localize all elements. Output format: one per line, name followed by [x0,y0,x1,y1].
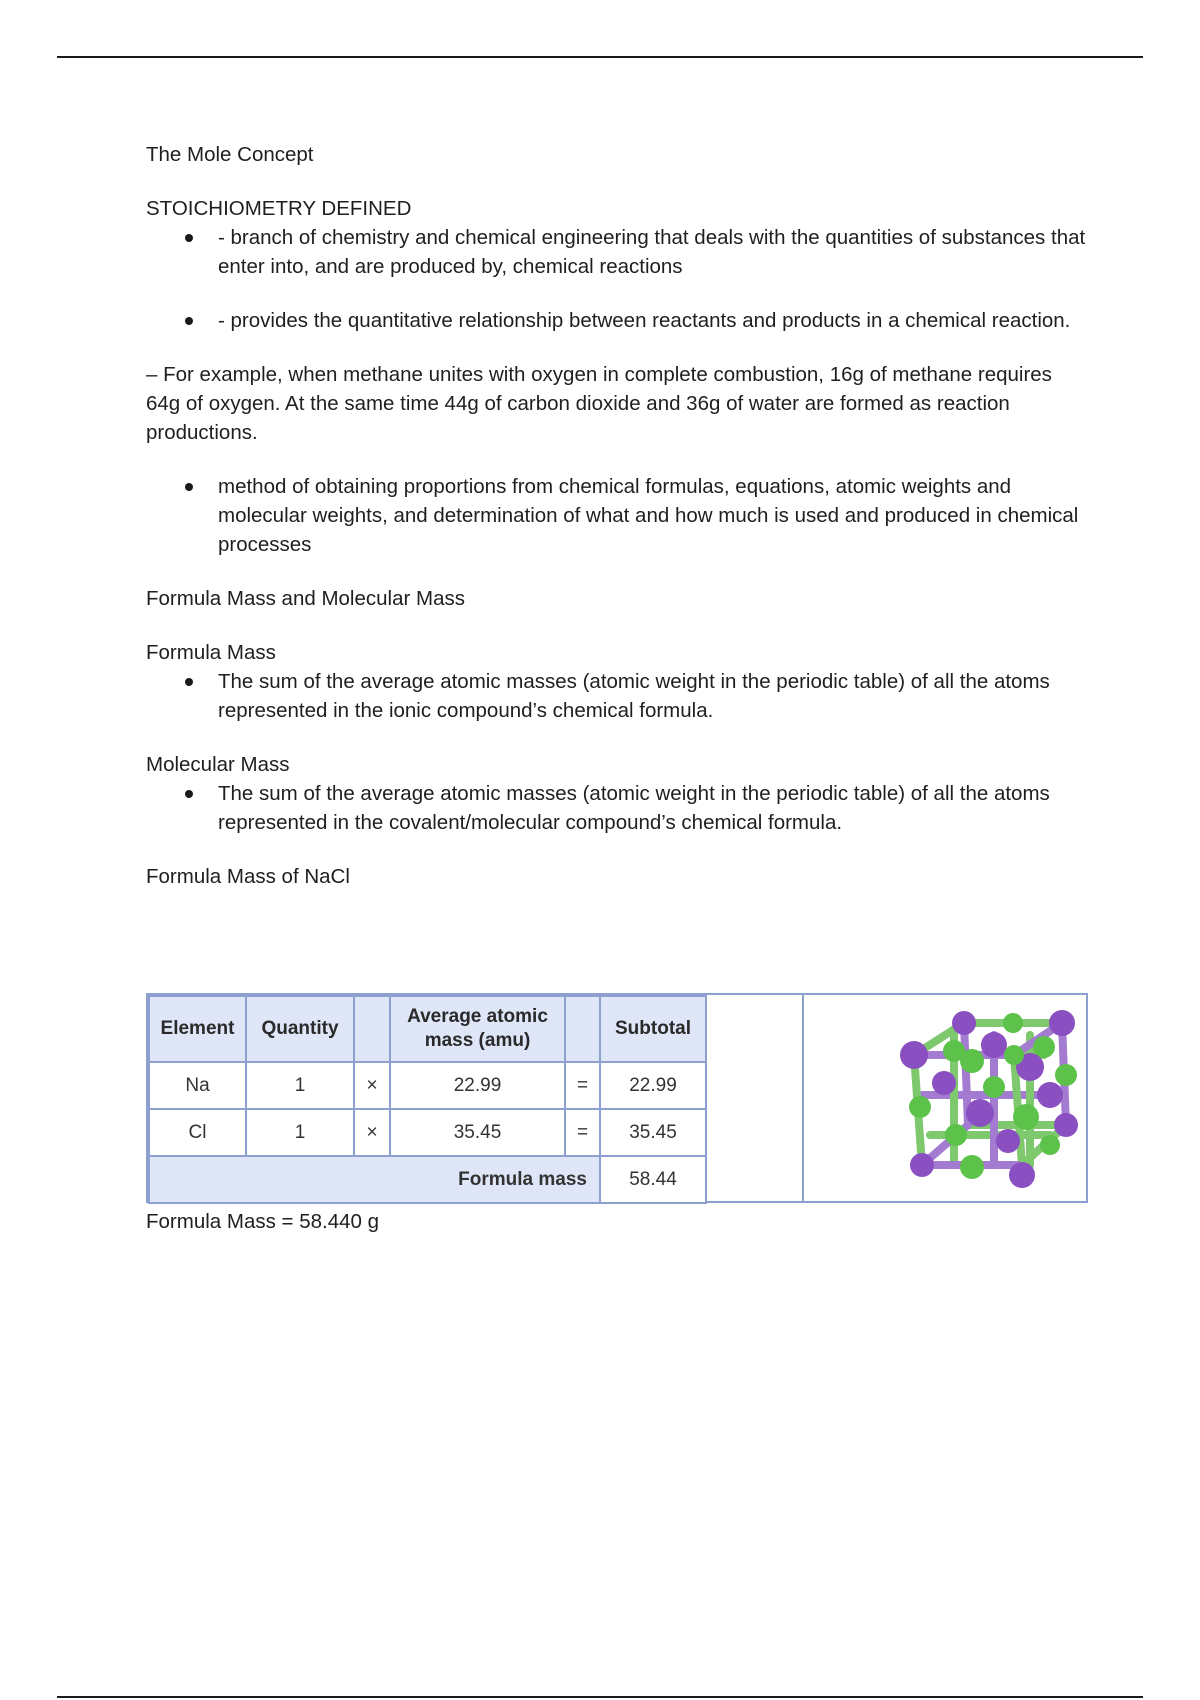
formula-mass-result: Formula Mass = 58.440 g [146,1210,380,1233]
molecular-mass-bullet: The sum of the average atomic masses (atomic weight in the periodic table) of all the atoms represented in the covalent/molecular compound’s chemical formula. [146,779,1086,837]
stoichiometry-list [146,223,1086,281]
cell-quantity: 1 [246,1109,354,1156]
page-bottom-rule [57,1696,1143,1698]
table-total-row [149,1156,706,1203]
stoichiometry-heading: STOICHIOMETRY DEFINED [146,197,412,220]
document-body [146,140,1086,891]
molecular-mass-heading: Molecular Mass [146,753,290,776]
molecular-mass-list [146,779,1086,837]
cell-mass: 22.99 [390,1062,565,1109]
cell-element: Na [149,1062,246,1109]
nacl-crystal-lattice-icon [804,995,1088,1201]
nacl-heading: Formula Mass of NaCl [146,865,350,888]
formula-mass-list [146,667,1086,725]
table-row [149,1109,706,1156]
cell-subtotal: 22.99 [600,1062,706,1109]
header-equals-blank [565,996,600,1062]
cell-element: Cl [149,1109,246,1156]
document-title: The Mole Concept [146,143,314,166]
header-average-mass: Average atomic mass (amu) [390,996,565,1062]
nacl-mass-table [148,995,707,1204]
stoichiometry-list-3 [146,472,1086,559]
cell-quantity: 1 [246,1062,354,1109]
cell-subtotal: 35.45 [600,1109,706,1156]
cell-equals: = [565,1109,600,1156]
stoichiometry-bullet-1: - branch of chemistry and chemical engineering that deals with the quantities of substances that enter into, and are produced by, chemical reactions [146,223,1086,281]
mass-section-heading: Formula Mass and Molecular Mass [146,587,465,610]
methane-example: – For example, when methane unites with oxygen in complete combustion, 16g of methane requires 64g of oxygen. At the same time 44g of carbon dioxide and 36g of water are formed as reaction productions. [146,363,1052,444]
cell-multiply: × [354,1109,390,1156]
stoichiometry-bullet-2: - provides the quantitative relationship between reactants and products in a chemical reaction. [146,306,1086,335]
header-subtotal: Subtotal [600,996,706,1062]
formula-mass-heading: Formula Mass [146,641,276,664]
nacl-lattice-figure [802,995,1086,1201]
header-operator-blank [354,996,390,1062]
stoichiometry-list-2 [146,306,1086,335]
table-row [149,1062,706,1109]
page-top-rule [57,56,1143,58]
table-header-row [149,996,706,1062]
cell-mass: 35.45 [390,1109,565,1156]
total-label: Formula mass [149,1156,600,1203]
cell-equals: = [565,1062,600,1109]
header-element: Element [149,996,246,1062]
total-value: 58.44 [600,1156,706,1203]
header-quantity: Quantity [246,996,354,1062]
nacl-figure [146,993,1088,1203]
cell-multiply: × [354,1062,390,1109]
stoichiometry-bullet-3: method of obtaining proportions from chemical formulas, equations, atomic weights and molecular weights, and determination of what and how much is used and produced in chemical processes [146,472,1086,559]
formula-mass-bullet: The sum of the average atomic masses (atomic weight in the periodic table) of all the atoms represented in the ionic compound’s chemical formula. [146,667,1086,725]
